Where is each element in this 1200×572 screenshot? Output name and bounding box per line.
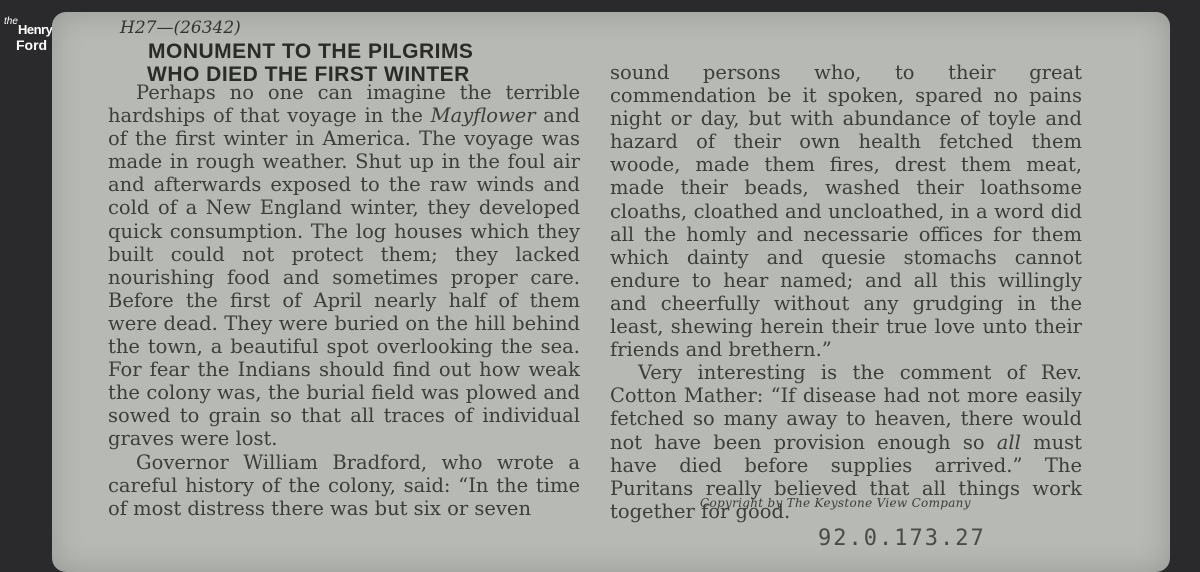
ship-name: Mayflower — [430, 104, 536, 128]
card-code: H27—(26342) — [120, 18, 241, 38]
title-line-2: WHO DIED THE FIRST WINTER — [147, 63, 470, 86]
logo-ford: Ford — [16, 37, 48, 53]
emphasis-all: all — [996, 430, 1021, 454]
logo-the: the — [4, 16, 18, 27]
logo-henry: Henry — [18, 22, 53, 37]
henry-ford-logo — [4, 12, 53, 54]
text-column-left — [108, 81, 580, 520]
card-title — [148, 40, 473, 86]
paragraph-voyage: Perhaps no one can imagine the terrible hardships of that voyage in the Mayflower and of the first winter in America. The voyage was made in rough weather. Shut up in the foul air and afterwards exposed to the raw winds and cold of a New England winter, they developed quick consumption. The log houses which they built could not protect them; they lacked nourishing food and sometimes proper care. Before the first of April nearly half of them were dead. They were buried on the hill behind the town, a beautiful spot overlooking the sea. For fear the Indians should find out how weak the colony was, the burial field was plowed and sowed to grain so that all traces of individual graves were lost. — [108, 81, 580, 451]
paragraph-mather: Very interesting is the comment of Rev. Cotton Mather: “If disease had not more easily fetched so many away to heaven, there would not have been provision enough so all must have died before supplies arrived.” The Puritans really believed that all things work together for good. — [610, 361, 1083, 523]
paragraph-bradford: Governor William Bradford, who wrote a careful history of the colony, said: “In the time of most distress there was but six or seven — [108, 450, 580, 520]
title-line-1: MONUMENT TO THE PILGRIMS — [148, 40, 474, 63]
text-column-right — [610, 61, 1082, 523]
paragraph-bradford-quote: sound persons who, to their great commendation be it spoken, spared no pains night or day, but with abundance of toyle and hazard of their own health fetched them woode, made them fires, drest them meat, made their beads, washed their loathsome cloaths, cloathed and uncloathed, in a word did all the homly and necessarie offices for them which dainty and quesie stomachs cannot endure to hear named; and all this willingly and cheerfully without any grudging in the least, shewing herein their true love unto their friends and brethern.” — [610, 61, 1082, 362]
accession-number: 92.0.173.27 — [818, 526, 986, 551]
copyright-line: Copyright by The Keystone View Company — [700, 496, 971, 510]
